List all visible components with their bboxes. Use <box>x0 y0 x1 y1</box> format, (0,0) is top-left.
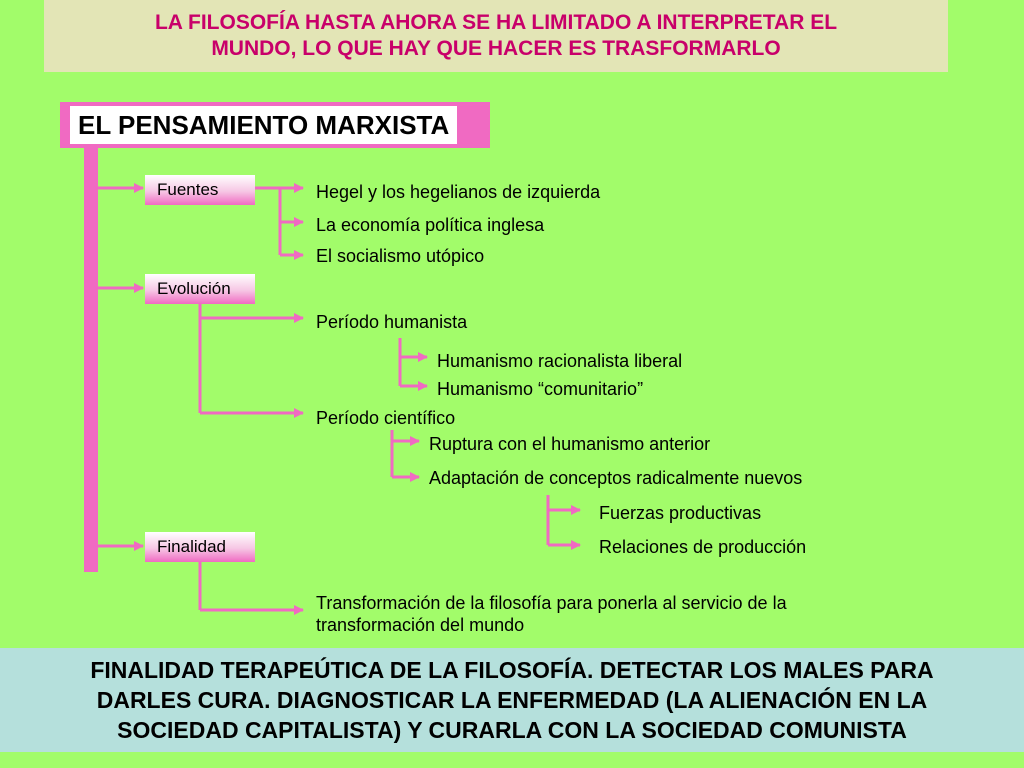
periodo-cientifico: Período científico <box>316 408 456 428</box>
fuentes-item-socialismo: El socialismo utópico <box>316 246 485 266</box>
node-fuentes: Fuentes <box>145 175 255 205</box>
top-banner-line-1: LA FILOSOFÍA HASTA AHORA SE HA LIMITADO A INTERPRETAR EL <box>154 11 838 34</box>
fuentes-item-economia: La economía política inglesa <box>316 215 545 235</box>
adaptacion-conceptos: Adaptación de conceptos radicalmente nuevos <box>429 468 803 488</box>
humanismo-racionalista: Humanismo racionalista liberal <box>437 351 683 371</box>
fuentes-item-hegel: Hegel y los hegelianos de izquierda <box>316 182 601 202</box>
relaciones-produccion: Relaciones de producción <box>599 537 807 557</box>
bottom-banner-line-1: FINALIDAD TERAPEÚTICA DE LA FILOSOFÍA. DETECTAR LOS MALES PARA <box>90 657 934 683</box>
ruptura-humanismo: Ruptura con el humanismo anterior <box>429 434 711 454</box>
humanismo-comunitario: Humanismo “comunitario” <box>437 379 644 399</box>
bottom-banner <box>0 648 1024 752</box>
fuerzas-productivas: Fuerzas productivas <box>599 503 762 523</box>
node-finalidad: Finalidad <box>145 532 255 562</box>
bottom-banner-line-3: SOCIEDAD CAPITALISTA) Y CURARLA CON LA SOCIEDAD COMUNISTA <box>117 717 907 743</box>
top-banner-line-2: MUNDO, LO QUE HAY QUE HACER ES TRASFORMARLO <box>211 37 781 60</box>
main-trunk <box>84 148 98 572</box>
node-evolucion: Evolución <box>145 274 255 304</box>
periodo-humanista: Período humanista <box>316 312 468 332</box>
finalidad-transformacion: Transformación de la filosofía para ponerla al servicio de la transformación del mundo <box>316 593 787 635</box>
bottom-banner-line-2: DARLES CURA. DIAGNOSTICAR LA ENFERMEDAD (LA ALIENACIÓN EN LA <box>96 687 928 713</box>
diagram-title-text: EL PENSAMIENTO MARXISTA <box>70 106 457 144</box>
